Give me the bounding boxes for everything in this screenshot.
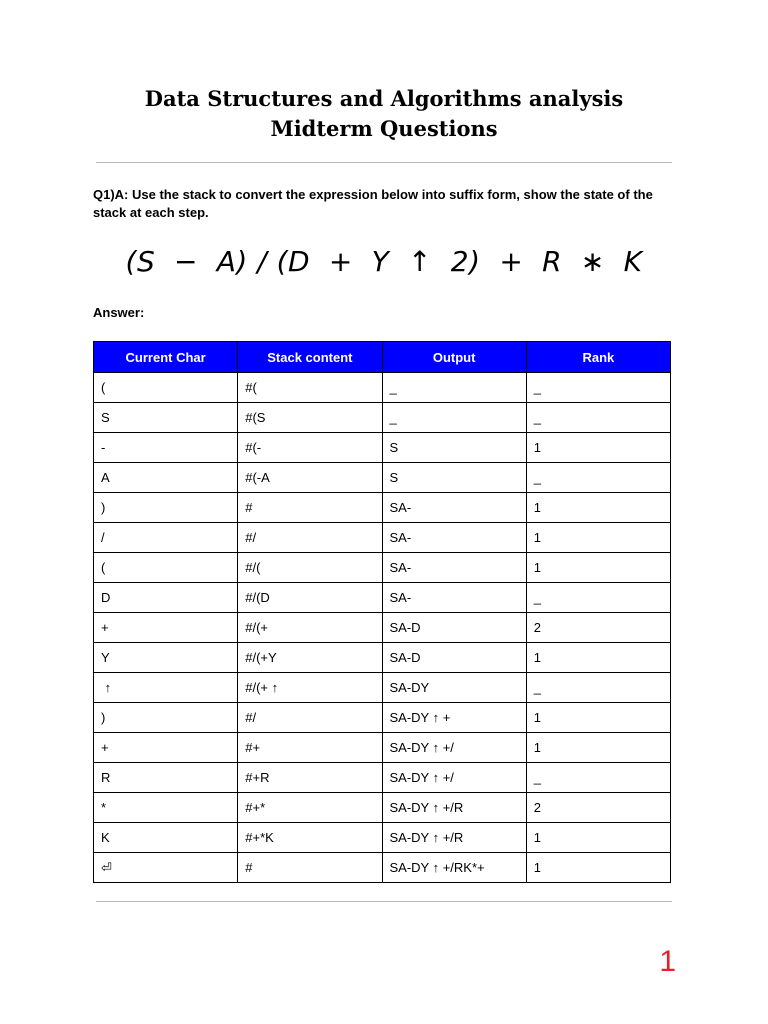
cell-current-char: R <box>94 763 238 793</box>
cell-rank: _ <box>526 583 670 613</box>
table-row <box>94 373 671 403</box>
cell-output: SA- <box>382 583 526 613</box>
table-row <box>94 763 671 793</box>
cell-current-char: K <box>94 823 238 853</box>
bottom-divider <box>96 901 672 902</box>
cell-stack-content: #(- <box>238 433 382 463</box>
table-row <box>94 403 671 433</box>
question-text: Q1)A: Use the stack to convert the expression below into suffix form, show the state of the stack at each step. <box>93 187 653 220</box>
cell-stack-content: #/(+ ↑ <box>238 673 382 703</box>
cell-output: S <box>382 463 526 493</box>
cell-current-char: ( <box>94 373 238 403</box>
table-row <box>94 553 671 583</box>
table-row <box>94 853 671 883</box>
table-row <box>94 523 671 553</box>
table-row <box>94 703 671 733</box>
cell-output: SA-D <box>382 613 526 643</box>
cell-output: SA-D <box>382 643 526 673</box>
cell-output: _ <box>382 373 526 403</box>
cell-stack-content: #/(+ <box>238 613 382 643</box>
cell-output: _ <box>382 403 526 433</box>
cell-rank: 1 <box>526 523 670 553</box>
cell-rank: 1 <box>526 733 670 763</box>
cell-output: SA-DY ↑ +/ <box>382 763 526 793</box>
cell-current-char: + <box>94 733 238 763</box>
table-row <box>94 673 671 703</box>
cell-stack-content: #(S <box>238 403 382 433</box>
cell-current-char: A <box>94 463 238 493</box>
cell-rank: 1 <box>526 823 670 853</box>
page-title: Data Structures and Algorithms analysis Midterm Questions <box>144 86 624 141</box>
cell-rank: _ <box>526 463 670 493</box>
answer-label: Answer: <box>93 305 145 320</box>
cell-rank: 1 <box>526 643 670 673</box>
cell-output: SA-DY <box>382 673 526 703</box>
cell-output: SA- <box>382 553 526 583</box>
cell-output: SA-DY ↑ + <box>382 703 526 733</box>
cell-rank: 1 <box>526 703 670 733</box>
cell-current-char: ) <box>94 703 238 733</box>
cell-output: SA- <box>382 523 526 553</box>
table-row <box>94 613 671 643</box>
table-row <box>94 643 671 673</box>
cell-rank: 1 <box>526 493 670 523</box>
table-header-row <box>94 342 671 373</box>
cell-stack-content: #/ <box>238 703 382 733</box>
cell-stack-content: #+R <box>238 763 382 793</box>
cell-stack-content: #+* <box>238 793 382 823</box>
cell-output: SA-DY ↑ +/R <box>382 793 526 823</box>
cell-stack-content: # <box>238 493 382 523</box>
header-stack-content: Stack content <box>238 342 382 373</box>
cell-stack-content: # <box>238 853 382 883</box>
cell-rank: 1 <box>526 553 670 583</box>
cell-output: SA-DY ↑ +/R <box>382 823 526 853</box>
cell-current-char: S <box>94 403 238 433</box>
conversion-table <box>93 341 671 883</box>
header-rank: Rank <box>526 342 670 373</box>
cell-current-char: D <box>94 583 238 613</box>
cell-rank: _ <box>526 403 670 433</box>
cell-rank: 1 <box>526 433 670 463</box>
cell-stack-content: #+*K <box>238 823 382 853</box>
cell-stack-content: #+ <box>238 733 382 763</box>
cell-rank: _ <box>526 373 670 403</box>
table-row <box>94 793 671 823</box>
cell-output: SA- <box>382 493 526 523</box>
cell-rank: _ <box>526 673 670 703</box>
table-row <box>94 733 671 763</box>
header-output: Output <box>382 342 526 373</box>
cell-rank: 2 <box>526 613 670 643</box>
cell-current-char: + <box>94 613 238 643</box>
cell-stack-content: #/(D <box>238 583 382 613</box>
header-current-char: Current Char <box>94 342 238 373</box>
cell-stack-content: #/( <box>238 553 382 583</box>
cell-rank: 2 <box>526 793 670 823</box>
cell-current-char: * <box>94 793 238 823</box>
cell-rank: _ <box>526 763 670 793</box>
table-row <box>94 433 671 463</box>
cell-stack-content: #/(+Y <box>238 643 382 673</box>
cell-current-char: ↑ <box>94 673 238 703</box>
table-row <box>94 583 671 613</box>
cell-current-char: ) <box>94 493 238 523</box>
page-number: 1 <box>659 945 676 978</box>
cell-current-char-end-marker: ⏎ <box>94 853 238 883</box>
cell-output: SA-DY ↑ +/RK*+ <box>382 853 526 883</box>
cell-stack-content: #(-A <box>238 463 382 493</box>
cell-stack-content: #/ <box>238 523 382 553</box>
cell-output: S <box>382 433 526 463</box>
cell-output: SA-DY ↑ +/ <box>382 733 526 763</box>
cell-stack-content: #( <box>238 373 382 403</box>
cell-rank: 1 <box>526 853 670 883</box>
top-divider <box>96 162 672 163</box>
infix-expression: (S − A) / (D + Y ↑ 2) + R ∗ K <box>125 245 643 278</box>
cell-current-char: / <box>94 523 238 553</box>
table-row <box>94 823 671 853</box>
cell-current-char: ( <box>94 553 238 583</box>
cell-current-char: - <box>94 433 238 463</box>
cell-current-char: Y <box>94 643 238 673</box>
table-row <box>94 463 671 493</box>
table-row <box>94 493 671 523</box>
